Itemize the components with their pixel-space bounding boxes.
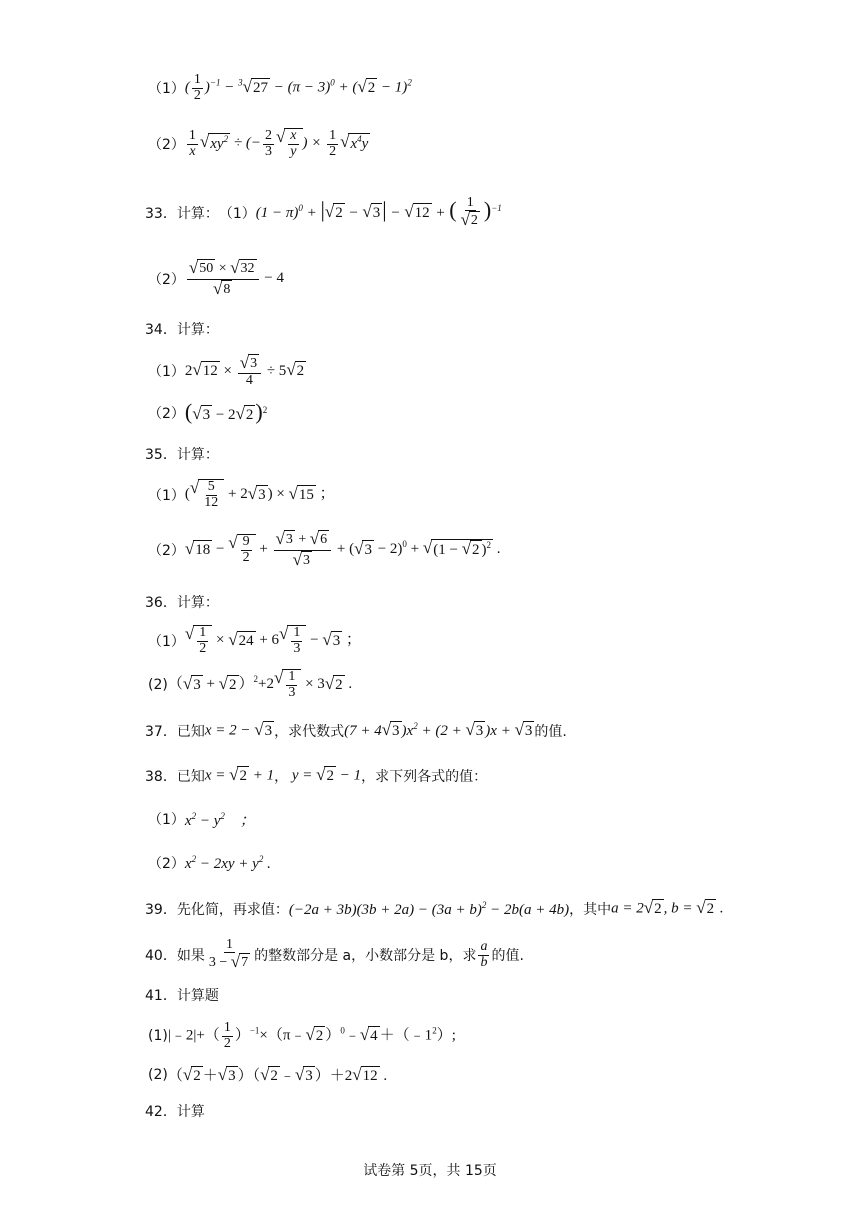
part-label: （1） <box>218 206 256 222</box>
math-expression: (7 + 4 √ 3 )$x^2 + (2$ + √ 3 )x + √ 3 <box>344 721 534 742</box>
q39 <box>145 892 724 926</box>
part-label: （2） <box>148 543 185 559</box>
math-expression: $x^2 - y^2$ ； <box>184 810 255 829</box>
part-label: （1） <box>148 812 185 828</box>
math-expression: $(-2a + 3b)(3b + 2a) - (3a + b)^2 - 2b(a + 4b)$ <box>288 899 570 918</box>
page-footer: 试卷第 5页，共 15页 <box>363 1163 497 1179</box>
part-label: （2） <box>148 406 185 422</box>
question-number: 34． <box>145 322 177 338</box>
math-expression: √ 50 × √ 32 √ 8 − 4 <box>188 258 284 298</box>
q42 <box>145 1094 205 1128</box>
part-label-1: (1) <box>148 1028 168 1044</box>
math-expression: x = 2 − √ 3 <box>205 721 274 742</box>
math-expression: $\frac{1}{x}$ √ $xy^2$ ÷ (− $\frac{2}{3}$ √ $\frac{x}{y}$ ) × $\frac{1}{2}$ √ $x^4y$ <box>188 127 369 159</box>
q35 <box>145 437 219 471</box>
question-stem: ， <box>274 769 289 785</box>
question-stem: 计算： <box>176 206 219 222</box>
math-expression: a = 2 √ 2 , b = √ 2 . <box>611 899 723 920</box>
question-number: 35． <box>145 447 177 463</box>
part-label: （1） <box>148 488 185 504</box>
question-stem: 计算题 <box>176 988 219 1004</box>
math-expression: ( √ $\frac{5}{12}$ + 2 √ 3 ) × √ 15 ； <box>184 478 335 510</box>
question-number: 41． <box>145 988 177 1004</box>
math-expression: $(1 - \pi)^0$ + | √ 2 − √ 3 | − √ 12 + ( 1 √ 2 )$^{-1}$ <box>255 194 502 230</box>
q35-part1 <box>148 478 335 512</box>
question-number: 36． <box>145 595 177 611</box>
math-expression: 1 3 − √ 7 <box>208 936 249 972</box>
question-stem: 计算： <box>176 322 219 338</box>
math-expression: √ 18 − √ $\frac{9}{2}$ + √ 3 + √ 6 √ 3 + ( √ 3 − 2)$^0$ + √ (1 − √ 2 )$^2$ . <box>184 529 501 569</box>
math-expression: （ √ 2 ＋ √ 3 ）（ √ 2 ﹣ √ 3 ）＋2 √ 12 . <box>168 1064 387 1087</box>
question-stem: 已知 <box>176 769 205 785</box>
part-label: （1） <box>148 634 185 650</box>
q41-part2 <box>148 1058 387 1092</box>
math-expression: （ √ 3 + √ 2 ）$^2$+2 √ $\frac{1}{3}$ × 3 √ 2 . <box>167 668 353 700</box>
part-label: （2） <box>148 137 185 153</box>
question-stem: 计算： <box>176 447 219 463</box>
q38 <box>145 759 487 793</box>
q38-part1 <box>148 802 255 836</box>
q34 <box>145 312 219 346</box>
math-expression: y = √ 2 − 1 <box>288 766 361 787</box>
question-stem: 计算 <box>176 1104 205 1120</box>
math-expression: $\frac{a}{b}$ <box>480 938 488 970</box>
math-expression: √ $\frac{1}{2}$ × √ 24 + 6 √ $\frac{1}{3}$ − √ 3 ； <box>184 624 361 656</box>
question-stem: 的值. <box>534 724 567 740</box>
question-stem: ，求代数式 <box>274 724 345 740</box>
q36-part1 <box>148 624 361 658</box>
q36 <box>145 585 219 619</box>
q33 <box>145 196 502 230</box>
part-label: （1） <box>148 364 185 380</box>
question-stem: 的整数部分是 a，小数部分是 b，求 <box>254 948 477 964</box>
question-stem: 计算： <box>176 595 219 611</box>
question-stem: 如果 <box>176 948 205 964</box>
question-number: 38． <box>145 769 177 785</box>
question-number: 40． <box>145 948 177 964</box>
question-number: 37． <box>145 724 177 740</box>
question-number: 42． <box>145 1104 177 1120</box>
question-stem: ，其中 <box>569 902 612 918</box>
q37 <box>145 714 567 748</box>
question-number: 39． <box>145 902 177 918</box>
q32-part1 <box>148 71 412 105</box>
q32-part2 <box>148 127 370 161</box>
q41 <box>145 978 219 1012</box>
part-label: (2) <box>148 677 168 693</box>
math-expression: ( $\frac{1}{2}$ )$^{-1}$ − $^3$ √ 27 − $(\pi - 3)^0$ + ( √ 2 − 1)$^2$ <box>184 71 412 103</box>
q41-part1 <box>148 1019 456 1053</box>
math-expression: x = √ 2 + 1 <box>205 766 274 787</box>
part-label: （2） <box>148 272 185 288</box>
math-expression: 2 √ 12 × √ 3 4 ÷ 5 √ 2 <box>184 352 305 388</box>
part-label: （2） <box>148 856 185 872</box>
question-stem: 的值. <box>491 948 524 964</box>
question-stem: 先化简，再求值： <box>176 902 289 918</box>
q35-part2 <box>148 529 501 569</box>
q40 <box>145 938 524 972</box>
math-expression: ( √ 3 − 2 √ 2 )$^2$ <box>184 398 268 424</box>
question-number: 33． <box>145 206 177 222</box>
question-stem: ，求下列各式的值： <box>361 769 488 785</box>
q33-part2 <box>148 258 284 298</box>
math-expression: |﹣2|+（ $\frac{1}{2}$ ）$^{-1}$×（π﹣ √ 2 ）$^0$﹣ √ 4 $+(﹣1^2)$; <box>167 1019 456 1051</box>
part-label: （1） <box>148 81 185 97</box>
q36-part2 <box>148 668 352 702</box>
part-label: (2) <box>148 1067 168 1083</box>
math-expression: $x^2 - 2xy + y^2$ . <box>184 853 271 872</box>
q34-part2 <box>148 396 267 430</box>
q34-part1 <box>148 354 306 388</box>
question-stem: 已知 <box>176 724 205 740</box>
q38-part2 <box>148 846 271 880</box>
